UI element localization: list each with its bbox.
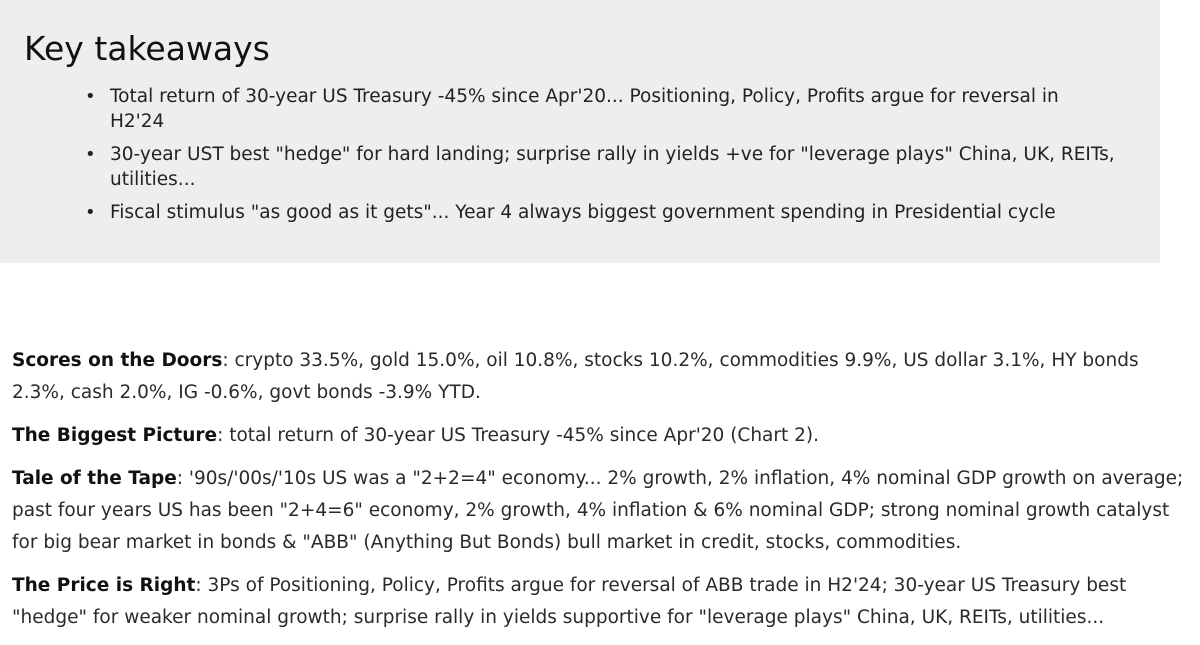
paragraph-scores-on-the-doors — [12, 345, 1192, 409]
paragraph-text: : crypto 33.5%, gold 15.0%, oil 10.8%, stocks 10.2%, commodities 9.9%, US dollar 3.1%, HY bonds 2.3%, cash 2.0%, IG -0.6%, govt bonds -3.9% YTD. — [12, 350, 1139, 403]
paragraph-text: : '90s/'00s/'10s US was a "2+2=4" economy... 2% growth, 2% inflation, 4% nominal GDP growth on average; past four years US has been "2+4=6" economy, 2% growth, 4% inflation & 6% nominal GDP; strong nominal growth catalyst for big bear market in bonds & "ABB" (Anything But Bonds) bull market in credit, stocks, commodities. — [12, 468, 1184, 553]
paragraph-heading: The Price is Right — [12, 575, 196, 596]
takeaway-item — [85, 84, 1136, 134]
paragraph-price-is-right — [12, 570, 1192, 634]
paragraph-heading: Scores on the Doors — [12, 350, 223, 371]
paragraph-text: : 3Ps of Positioning, Policy, Profits argue for reversal of ABB trade in H2'24; 30-year US Treasury best "hedge" for weaker nominal growth; surprise rally in yields supportive for "leverage plays" China, UK, REITs, utilities... — [12, 575, 1127, 628]
paragraph-heading: The Biggest Picture — [12, 425, 218, 446]
key-takeaways-title: Key takeaways — [24, 29, 270, 68]
paragraph-biggest-picture — [12, 420, 1192, 452]
bullet-icon: • — [85, 202, 96, 223]
takeaway-item — [85, 200, 1136, 225]
paragraph-heading: Tale of the Tape — [12, 468, 177, 489]
paragraph-text: : total return of 30-year US Treasury -45% since Apr'20 (Chart 2). — [217, 425, 820, 446]
article-body — [12, 345, 1192, 645]
key-takeaways-list — [24, 84, 1136, 225]
takeaway-text: 30-year UST best "hedge" for hard landing; surprise rally in yields +ve for "leverage plays" China, UK, REITs, utilities... — [110, 144, 1115, 190]
bullet-icon: • — [85, 144, 96, 165]
bullet-icon: • — [85, 86, 96, 107]
takeaway-item — [85, 142, 1136, 192]
takeaway-text: Fiscal stimulus "as good as it gets"... Year 4 always biggest government spending in Presidential cycle — [110, 202, 1056, 223]
paragraph-tale-of-the-tape — [12, 463, 1192, 559]
takeaway-text: Total return of 30-year US Treasury -45% since Apr'20... Positioning, Policy, Profits argue for reversal in H2'24 — [110, 86, 1059, 132]
key-takeaways-box — [0, 0, 1160, 263]
